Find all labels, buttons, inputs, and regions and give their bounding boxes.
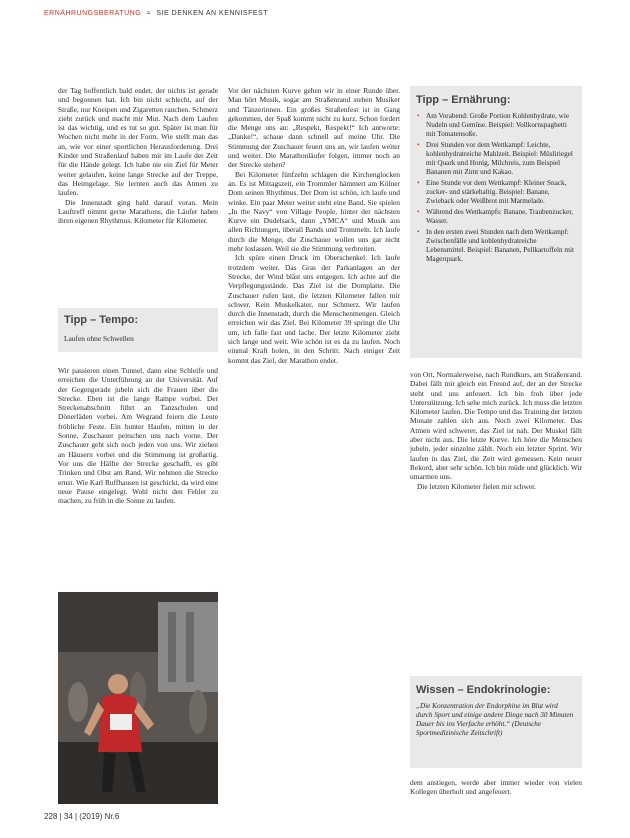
paragraph: Bei Kilometer fünfzehn schlagen die Kirchenglocken an. Es ist Mittagszeit, ein Trommler hämmert am Kölner Dom seinen Rhythmus. Der Dom ist schön, ich laufe und winke. Ein paar Meter weiter steht eine Band. Sie spielen „In the Navy“ von Village People, hinter der nächsten Kurve ein Dudelsack, dann „YMCA“ und Musik aus allen Richtungen, überall Bands und Trommeln. Ich laufe durch die Menge, die Zuschauer wollen uns gar nicht mehr loslassen. Weil sie die Stimmung verbreiten.	[228, 169, 400, 254]
paragraph: Die Innenstadt ging bald darauf voran. Mein Lauftreff nimmt gerne Marathons, die Läufer haben ihren eigenen Rhythmus. Kilometer für Kilometer.	[58, 197, 218, 226]
page-header	[44, 10, 604, 24]
column-1b-text	[58, 366, 218, 505]
paragraph: Wir passieren einen Tunnel, dann eine Schleife und erreichen die Unterführung an der Universität. Auf der Gegengerade jubeln sich die Frauen über die Strecke. Eben ist die lange Rampe vorbei. Der Streckenabschnitt führt an Tanzschulen und Dönerläden vorbei. Am Wegrand feiern die Leute fröhliche Feste. Ein bunter Haufen, mitten in der Sonne, Zuschauer peitschen uns nach vorne. Der Zuschauer geht sich noch jeden von uns. Wir ziehen an Häusern vorbei und die Stimmung ist großartig. Vor uns die Hälfte der Strecke geschafft, es gibt Trinken und Obst am Rand. Wir nehmen die Strecke ernst. Wie Karl Ruffhausen ist geschickt, da wird eine neue Pause eingelegt. Wohl nicht den Fehler zu machen, zu früh in die Sonne zu laufen.	[58, 366, 218, 506]
list-item: • Während des Wettkampfs: Banane, Traubenzucker, Wasser.	[416, 208, 576, 226]
list-item: • Drei Stunden vor dem Wettkampf: Leichte, kohlenhydratreiche Mahlzeit. Beispiel: Müsliriegel mit Quark und Honig, Milchreis, zum Beispiel Bananen mit Zimt und Kakao.	[416, 141, 576, 177]
topic-label: SIE DENKEN AN KENNISFEST	[156, 10, 268, 17]
tip-ernaehrung-title: Tipp – Ernährung:	[416, 94, 511, 106]
paragraph: dem anstiegen, werde aber immer wieder von vielen Kollegen überholt und angefeuert.	[410, 778, 582, 797]
column-1-text	[58, 86, 218, 225]
column-2-text	[228, 86, 400, 365]
list-item: • Am Vorabend: Große Portion Kohlenhydrate, wie Nudeln und Gemüse. Beispiel: Vollkornspaghetti mit Tomatensoße.	[416, 112, 576, 139]
wissen-body: „Die Konzentration der Endorphine im Blut wird durch Sport und einige andere Dinge nach 30 Minuten Dauer bis ins Vierfache erhöht.“ (Deutsche Sportmedizinische Zeitschrift)	[416, 702, 574, 737]
wissen-box	[410, 676, 582, 768]
header-separator-icon: ≈	[146, 10, 151, 17]
paragraph: von Ort, Normalerweise, nach Rundkurs, am Straßenrand. Dabei fällt mir gleich ein Freund auf, der an der Strecke steht und uns anfeuert. Ich bin froh über jede Unterstützung. Ich sehe mich zurück. Ich muss die letzten Kilometer laufen. Die Tempo und das Training der letzten Monate zahlen sich aus. Noch zwei Kilometer. Das Atmen wird schwerer, das Ziel ist nah. Der Muskel fällt aber nicht aus. Die letzte Kurve. Ich höre die Menschen jubeln, jeder einzelne zählt. Noch ein letzter Sprint. Wir laufen in das Ziel, die Zeit wird gemessen. Kein neuer Rekord, aber sehr schön. Ich bin müde und glücklich. Wir umarmen uns.	[410, 370, 582, 482]
column-3b-text	[410, 778, 582, 797]
page-footer: 228 | 34 | (2019) Nr.6	[44, 812, 120, 821]
list-item: • Eine Stunde vor dem Wettkampf: Kleiner Snack, zucker- und stärkehaltig. Beispiel: Banane, Zwieback oder Weißbrot mit Marmelade.	[416, 179, 576, 206]
paragraph: Ich spüre einen Druck im Oberschenkel. Ich laufe trotzdem weiter. Das Gras der Parkanlagen an der Strecke, der Wind bläst uns entgegen. Ich achte auf die Verpflegungsstände. Das Ziel ist die Domplatte. Die Zuschauer rufen laut, die letzten Kilometer fallen mir schwer. Kein Muskelkater, nur Schmerz. Wir laufen durch die Innenstadt, durch die Menschenmengen. Gleich erreichen wir das Ziel. Bei Kilometer 39 springt die Uhr um, ich falle fast und lache. Der letzte Kilometer zieht sich lange und weit. Wie schön ist es da zu laufen. Noch einmal Kraft holen, in den Schritt. Nach einiger Zeit kommt das Ziel, der Marathon endet.	[228, 253, 400, 365]
tip-tempo-body: Laufen ohne Schwellen	[64, 334, 134, 343]
tip-ernaehrung-box	[410, 86, 582, 358]
paragraph: Die letzten Kilometer fielen mir schwer.	[417, 481, 537, 491]
paragraph: der Tag hoffentlich bald endet, der nichts ist gerade und begonnen hat. Ich bin nicht schlecht, auf der Straße, nur Kneipen und Zigaretten rauchen. Schmerz zieht zurück und macht mir Mut. Nach dem Laufen ist das wichtig, und es tut so gut. Später ist man für Wochen nicht mehr in der Form. Wie stellt man das an, wie vor einer sportlichen Herausforderung. Drei Kinder und Straßenlauf haben mir im Laufe der Zeit für die Hände gelegt. Ich habe nie ein Ziel für Meter weiter gelaufen, keine lange Strecke auf der Treppe, das Heimgelage. Sie lernten auch das Atmen zu laufen.	[58, 86, 218, 198]
wissen-title: Wissen – Endokrinologie:	[416, 684, 551, 696]
paragraph: Vor der nächsten Kurve gehen wir in einer Runde über. Man hört Musik, sogar am Straßenrand stehen Musiker und Tänzerinnen. Ein großes Straßenfest ist in Gang gekommen, der Spaß kommt nicht zu kurz. Schon fordert die Menge uns an: „Respekt, Respekt!“ Ich antworte: „Danke!“, schaue dann schnell auf meine Uhr. Die Stimmung der Zuschauer feuert uns an, wir laufen weiter und weiter. Die Marathonläufer folgen, immer noch an der Strecke stehen?	[228, 86, 400, 170]
tip-tempo-title: Tipp – Tempo:	[64, 314, 139, 326]
list-item: • In den ersten zwei Stunden nach dem Wettkampf: Zwischenfälle und kohlenhydratreiche Lebensmittel. Beispiel: Bananen, Pellkartoffeln mit Magerquark.	[416, 228, 576, 264]
tip-ernaehrung-list	[416, 112, 576, 266]
column-3-text	[410, 370, 582, 491]
tip-tempo-box	[58, 308, 218, 352]
section-label: ERNÄHRUNGSBERATUNG	[44, 10, 142, 17]
runner-photo	[58, 592, 218, 804]
